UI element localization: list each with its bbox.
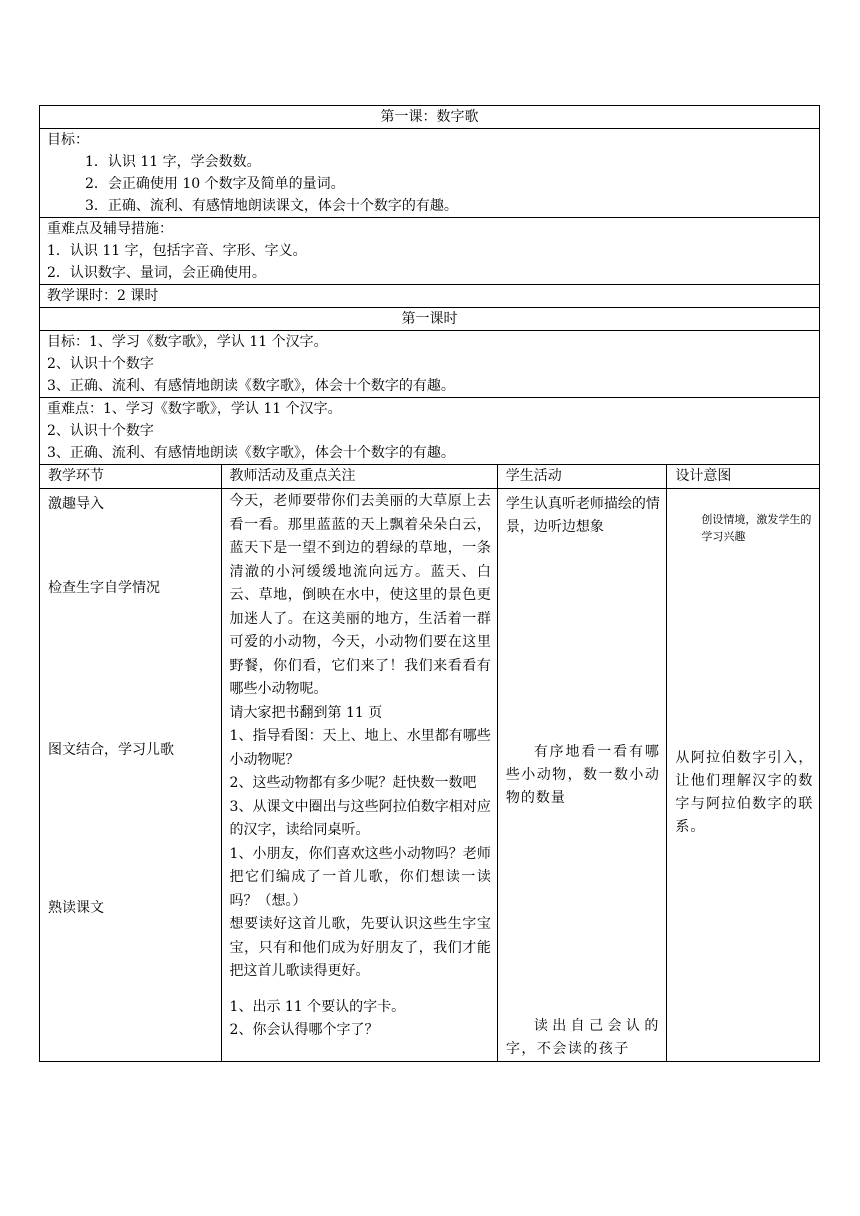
teacher-para: 想要读好这首儿歌，先要认识这些生字宝宝，只有和他们成为好朋友了，我们才能把这首儿歌读得更好。: [229, 916, 491, 979]
stage-label: 图文结合，学习儿歌: [48, 742, 174, 758]
design-column: [667, 489, 819, 1061]
period-title: 第一课时: [39, 307, 820, 330]
header-student: 学生活动: [498, 465, 668, 488]
key-points-label: 重难点及辅导措施：: [47, 221, 173, 237]
teacher-text: [222, 489, 497, 1043]
student-text: 有序地看一看有哪些小动物，数一数小动物的数量: [505, 744, 660, 806]
header-teacher: 教师活动及重点关注: [222, 465, 498, 488]
teacher-para: 3、从课文中圈出与这些阿拉伯数字相对应的汉字，读给同桌听。: [229, 798, 491, 838]
period-goal-item: 3、正确、流利、有感情地朗读《数字歌》，体会十个数字的有趣。: [47, 378, 455, 394]
stage-label: 激趣导入: [48, 496, 104, 512]
teacher-para: 今天，老师要带你们去美丽的大草原上去看一看。那里蓝蓝的天上飘着朵朵白云，蓝天下是一望不到边的碧绿的草地，一条清澈的小河缓缓地流向远方。蓝天、白云、草地，倒映在水中，使这里的景色更加迷人了。在这美丽的地方，生活着一群可爱的小动物，今天，小动物们要在这里野餐，你们看，它们来了！我们来看看有哪些小动物呢。: [229, 493, 491, 697]
period-key-item: 2、认识十个数字: [47, 423, 154, 439]
lesson-plan-table: [39, 105, 820, 1062]
goals-label: 目标：: [47, 132, 89, 148]
design-note: 从阿拉伯数字引入，让他们理解汉字的数字与阿拉伯数字的联系。: [675, 750, 814, 835]
student-text: 学生认真听老师描绘的情景，边听边想象: [505, 496, 660, 535]
key-point-item: 2．认识数字、量词，会正确使用。: [47, 265, 266, 281]
period-key-item: 重难点：1、学习《数字歌》，学认 11 个汉字。: [47, 401, 342, 417]
teacher-para: 2、你会认得哪个字了？: [229, 1022, 379, 1038]
header-design: 设计意图: [675, 468, 732, 484]
spacer: [230, 984, 491, 996]
teacher-para: 请大家把书翻到第 11 页: [229, 704, 383, 721]
period-key-item: 3、正确、流利、有感情地朗读《数字歌》，体会十个数字的有趣。: [47, 445, 455, 461]
student-text: 读出自己会认的字，不会读的孩子: [505, 1018, 660, 1057]
stage-column: [40, 489, 222, 1061]
table-header-row: [39, 464, 820, 488]
student-column: [498, 489, 668, 1061]
period-goal-item: 2、认识十个数字: [47, 356, 154, 372]
period-keys: [39, 397, 820, 464]
goals-section: [39, 128, 820, 217]
teacher-para: 1、指导看图：天上、地上、水里都有哪些小动物呢？: [229, 728, 491, 768]
hours-row: 教学课时：2 课时: [39, 284, 820, 307]
goal-item: 3．正确、流利、有感情地朗读课文，体会十个数字的有趣。: [85, 198, 458, 214]
teacher-para: 1、出示 11 个要认的字卡。: [229, 998, 406, 1015]
header-stage: 教学环节: [40, 465, 222, 488]
key-points-section: [39, 217, 820, 284]
design-note: 创设情境，激发学生的学习兴趣: [701, 513, 812, 543]
teacher-column: [222, 489, 498, 1061]
period-goals: [39, 330, 820, 397]
stage-label: 熟读课文: [48, 900, 104, 916]
period-goal-item: 目标：1、学习《数字歌》，学认 11 个汉字。: [47, 334, 328, 350]
teacher-para: 2、这些动物都有多少呢？赶快数一数吧: [229, 775, 477, 791]
goal-item: 2．会正确使用 10 个数字及简单的量词。: [85, 176, 345, 192]
teacher-para: 1、小朋友，你们喜欢这些小动物吗？老师把它们编成了一首儿歌，你们想读一读吗？（想。）: [229, 845, 491, 909]
goal-item: 1．认识 11 字，学会数数。: [85, 154, 261, 170]
lesson-title: 第一课：数字歌: [39, 105, 820, 128]
table-body-row: [39, 488, 820, 1062]
stage-label: 检查生字自学情况: [48, 580, 160, 596]
key-point-item: 1．认识 11 字，包括字音、字形、字义。: [47, 243, 307, 259]
